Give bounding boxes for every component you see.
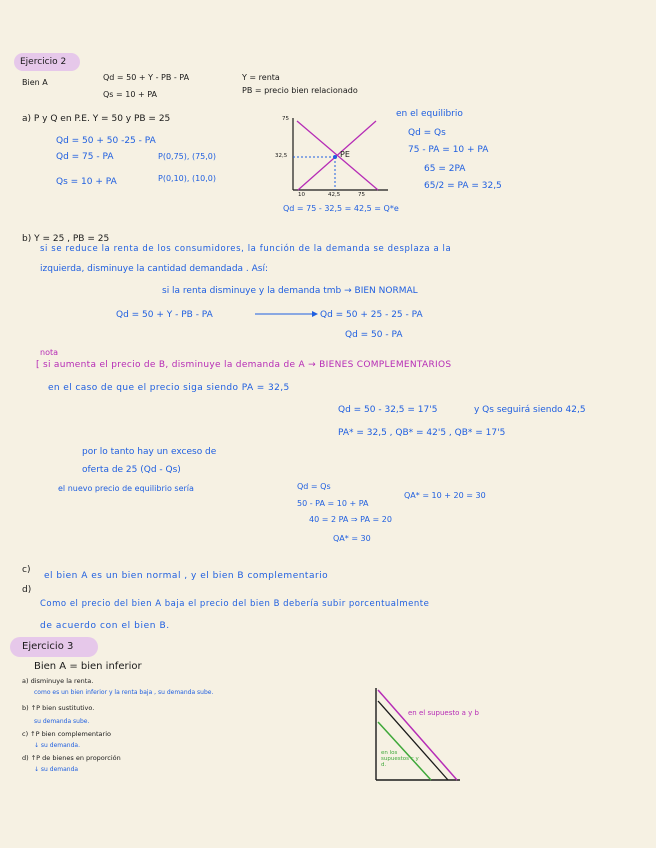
shift-note-ab: en el supuesto a y b — [408, 709, 479, 717]
equilibrium-line4: 65/2 = PA = 32,5 — [424, 181, 502, 191]
new-eq-line3: 40 = 2 PA ⇒ PA = 20 — [309, 515, 392, 524]
graph-y-tick-325: 32,5 — [275, 153, 288, 159]
exercise-3-title: Bien A = bien inferior — [34, 661, 142, 672]
calc-line1b: y Qs seguirá siendo 42,5 — [474, 405, 586, 415]
equilibrium-title: en el equilibrio — [396, 109, 463, 119]
ej3-a: a) disminuye la renta. — [22, 677, 94, 685]
note-pb: PB = precio bien relacionado — [242, 86, 358, 95]
ej3-b: b) ↑P bien sustitutivo. — [22, 704, 95, 712]
part-a-label: a) P y Q en P.E. Y = 50 y PB = 25 — [22, 114, 171, 124]
exercise-3-header: Ejercicio 3 — [22, 641, 74, 652]
calc-line1: Qd = 50 - 32,5 = 17'5 — [338, 405, 438, 415]
part-c-text: el bien A es un bien normal , y el bien B complementario — [44, 571, 329, 581]
ej3-d-desc: ↓ su demanda — [34, 766, 79, 773]
new-equilibrium-label: el nuevo precio de equilibrio sería — [58, 484, 194, 493]
new-eq-line4: QA* = 30 — [333, 534, 371, 543]
part-a-line3: Qs = 10 + PA — [56, 177, 117, 187]
equilibrium-line1: Qd = Qs — [408, 128, 446, 138]
ej3-a-desc: como es un bien inferior y la renta baja , su demanda sube. — [34, 689, 214, 696]
new-eq-line1: Qd = Qs — [297, 482, 331, 491]
graph-y-tick-75: 75 — [282, 116, 289, 122]
new-eq-line2: 50 - PA = 10 + PA — [297, 499, 369, 508]
graph-pe-label: PE — [340, 150, 350, 159]
part-b-line2: izquierda, disminuye la cantidad demandada . Así: — [40, 264, 269, 274]
equilibrium-line2: 75 - PA = 10 + PA — [408, 145, 489, 155]
part-b-line3: si la renta disminuye y la demanda tmb → BIEN NORMAL — [162, 286, 418, 296]
part-a-line3-points: P(0,10), (10,0) — [158, 174, 217, 183]
graph-x-tick-75: 75 — [358, 192, 365, 198]
part-b-line1: si se reduce la renta de los consumidores, la función de la demanda se desplaza a la — [40, 244, 452, 254]
supply-equation: Qs = 10 + PA — [103, 90, 158, 99]
ej3-c-desc: ↓ su demanda. — [34, 742, 80, 749]
bien-a-label: Bien A — [22, 78, 48, 87]
part-a-line2-points: P(0,75), (75,0) — [158, 152, 217, 161]
part-b-line4a: Qd = 50 + Y - PB - PA — [116, 310, 213, 320]
part-c-label: c) — [22, 565, 31, 575]
shift-note-cd: en los supuestos c y d. — [381, 750, 419, 769]
nota-line1: [ si aumenta el precio de B, disminuye la demanda de A → BIENES COMPLEMENTARIOS — [36, 360, 452, 370]
graph-quantity-calc: Qd = 75 - 32,5 = 42,5 = Q*e — [283, 204, 399, 213]
graph-x-tick-425: 42,5 — [328, 192, 341, 198]
part-b-label: b) Y = 25 , PB = 25 — [22, 234, 110, 244]
equilibrium-line3: 65 = 2PA — [424, 164, 466, 174]
exercise-2-header: Ejercicio 2 — [20, 57, 67, 67]
note-y-renta: Y = renta — [242, 73, 280, 82]
demand-equation: Qd = 50 + Y - PB - PA — [103, 73, 190, 82]
part-b-line5: Qd = 50 - PA — [345, 330, 403, 340]
new-eq-line2b: QA* = 10 + 20 = 30 — [404, 491, 486, 500]
excess-line1: por lo tanto hay un exceso de — [82, 447, 217, 457]
ej3-b-desc: su demanda sube. — [34, 718, 90, 725]
part-a-line2: Qd = 75 - PA — [56, 152, 114, 162]
part-d-label: d) — [22, 585, 32, 595]
part-a-line1: Qd = 50 + 50 -25 - PA — [56, 136, 156, 146]
nota-tag: nota — [40, 348, 59, 357]
ej3-c: c) ↑P bien complementario — [22, 730, 111, 738]
part-d-line2: de acuerdo con el bien B. — [40, 621, 170, 631]
excess-line2: oferta de 25 (Qd - Qs) — [82, 465, 181, 475]
nota-line2: en el caso de que el precio siga siendo PA = 32,5 — [48, 383, 290, 393]
ej3-d: d) ↑P de bienes en proporción — [22, 754, 121, 762]
calc-line2: PA* = 32,5 , QB* = 42'5 , QB* = 17'5 — [338, 428, 506, 438]
graph-x-tick-10: 10 — [298, 192, 305, 198]
part-b-line4b: Qd = 50 + 25 - 25 - PA — [320, 310, 423, 320]
part-d-line1: Como el precio del bien A baja el precio del bien B debería subir porcentualmente — [40, 599, 430, 609]
